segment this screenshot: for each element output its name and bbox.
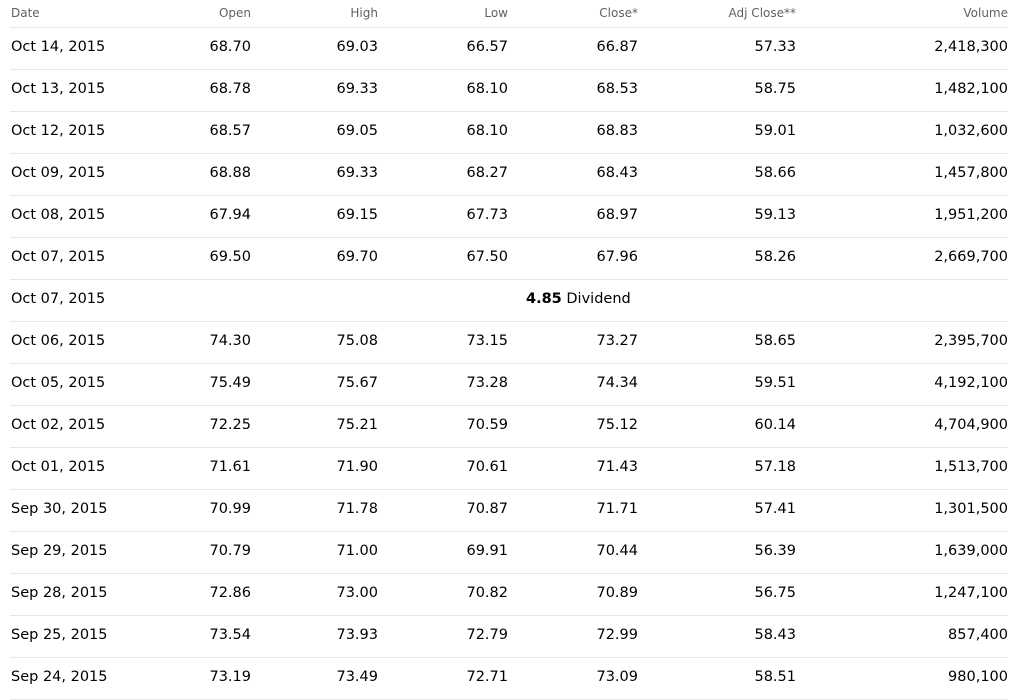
cell-high: 69.05 bbox=[336, 123, 378, 139]
cell-volume: 1,639,000 bbox=[934, 543, 1008, 559]
cell-open: 73.54 bbox=[209, 627, 251, 643]
cell-adj-close: 57.33 bbox=[754, 39, 796, 55]
cell-open: 68.78 bbox=[209, 81, 251, 97]
cell-low: 72.71 bbox=[466, 669, 508, 685]
column-header-adj-close[interactable]: Adj Close** bbox=[728, 6, 796, 20]
cell-low: 70.87 bbox=[466, 501, 508, 517]
cell-volume: 1,951,200 bbox=[934, 207, 1008, 223]
cell-high: 75.67 bbox=[336, 375, 378, 391]
table-row bbox=[10, 406, 1008, 448]
cell-high: 69.15 bbox=[336, 207, 378, 223]
cell-volume: 1,513,700 bbox=[934, 459, 1008, 475]
table-row bbox=[10, 448, 1008, 490]
cell-volume: 2,669,700 bbox=[934, 249, 1008, 265]
cell-high: 69.33 bbox=[336, 165, 378, 181]
cell-adj-close: 58.43 bbox=[754, 627, 796, 643]
table-row bbox=[10, 658, 1008, 700]
cell-low: 68.10 bbox=[466, 81, 508, 97]
table-row bbox=[10, 238, 1008, 280]
cell-adj-close: 59.51 bbox=[754, 375, 796, 391]
cell-date: Oct 09, 2015 bbox=[11, 165, 106, 181]
table-row bbox=[10, 196, 1008, 238]
cell-open: 74.30 bbox=[209, 333, 251, 349]
cell-adj-close: 58.51 bbox=[754, 669, 796, 685]
cell-close: 68.43 bbox=[596, 165, 638, 181]
cell-close: 70.44 bbox=[596, 543, 638, 559]
cell-volume: 1,457,800 bbox=[934, 165, 1008, 181]
cell-high: 71.90 bbox=[336, 459, 378, 475]
dividend-label: Dividend bbox=[566, 291, 631, 307]
cell-close: 66.87 bbox=[596, 39, 638, 55]
cell-date: Sep 28, 2015 bbox=[11, 585, 108, 601]
cell-close: 67.96 bbox=[596, 249, 638, 265]
table-row bbox=[10, 574, 1008, 616]
historical-prices-table bbox=[10, 0, 1008, 700]
cell-volume: 1,247,100 bbox=[934, 585, 1008, 601]
cell-date: Oct 01, 2015 bbox=[11, 459, 106, 475]
cell-volume: 4,704,900 bbox=[934, 417, 1008, 433]
cell-date: Sep 25, 2015 bbox=[11, 627, 108, 643]
cell-close: 68.97 bbox=[596, 207, 638, 223]
cell-open: 73.19 bbox=[209, 669, 251, 685]
cell-volume: 980,100 bbox=[948, 669, 1008, 685]
cell-adj-close: 59.01 bbox=[754, 123, 796, 139]
cell-close: 71.43 bbox=[596, 459, 638, 475]
table-row bbox=[10, 112, 1008, 154]
cell-adj-close: 57.41 bbox=[754, 501, 796, 517]
table-header bbox=[10, 0, 1008, 28]
column-header-open[interactable]: Open bbox=[218, 6, 251, 20]
cell-date: Oct 08, 2015 bbox=[11, 207, 106, 223]
cell-volume: 2,418,300 bbox=[934, 39, 1008, 55]
cell-high: 75.08 bbox=[336, 333, 378, 349]
cell-date: Oct 05, 2015 bbox=[11, 375, 106, 391]
cell-date: Sep 24, 2015 bbox=[11, 669, 108, 685]
cell-open: 68.70 bbox=[209, 39, 251, 55]
dividend-row bbox=[10, 280, 1008, 322]
cell-close: 71.71 bbox=[596, 501, 638, 517]
cell-date: Oct 12, 2015 bbox=[11, 123, 106, 139]
cell-date: Oct 06, 2015 bbox=[11, 333, 106, 349]
table-row bbox=[10, 616, 1008, 658]
cell-high: 73.93 bbox=[336, 627, 378, 643]
cell-volume: 1,482,100 bbox=[934, 81, 1008, 97]
cell-high: 69.33 bbox=[336, 81, 378, 97]
cell-close: 68.83 bbox=[596, 123, 638, 139]
cell-adj-close: 57.18 bbox=[754, 459, 796, 475]
cell-low: 70.61 bbox=[466, 459, 508, 475]
cell-low: 73.15 bbox=[466, 333, 508, 349]
cell-high: 73.00 bbox=[336, 585, 378, 601]
cell-high: 73.49 bbox=[336, 669, 378, 685]
cell-volume: 1,032,600 bbox=[934, 123, 1008, 139]
dividend-info bbox=[526, 291, 631, 307]
column-header-volume[interactable]: Volume bbox=[963, 6, 1008, 20]
table-row bbox=[10, 154, 1008, 196]
cell-low: 73.28 bbox=[466, 375, 508, 391]
table-row bbox=[10, 532, 1008, 574]
cell-close: 68.53 bbox=[596, 81, 638, 97]
cell-low: 68.27 bbox=[466, 165, 508, 181]
cell-volume: 1,301,500 bbox=[934, 501, 1008, 517]
cell-close: 70.89 bbox=[596, 585, 638, 601]
column-header-high[interactable]: High bbox=[350, 6, 378, 20]
cell-high: 71.00 bbox=[336, 543, 378, 559]
column-header-close[interactable]: Close* bbox=[599, 6, 638, 20]
cell-high: 71.78 bbox=[336, 501, 378, 517]
cell-adj-close: 58.65 bbox=[754, 333, 796, 349]
cell-open: 70.99 bbox=[209, 501, 251, 517]
cell-open: 72.86 bbox=[209, 585, 251, 601]
cell-adj-close: 58.26 bbox=[754, 249, 796, 265]
cell-close: 72.99 bbox=[596, 627, 638, 643]
cell-date: Oct 14, 2015 bbox=[11, 39, 106, 55]
cell-adj-close: 56.75 bbox=[754, 585, 796, 601]
cell-low: 67.73 bbox=[466, 207, 508, 223]
table-row bbox=[10, 322, 1008, 364]
cell-date: Oct 07, 2015 bbox=[11, 291, 106, 307]
cell-volume: 857,400 bbox=[948, 627, 1008, 643]
table-row bbox=[10, 28, 1008, 70]
cell-date: Oct 02, 2015 bbox=[11, 417, 106, 433]
cell-open: 75.49 bbox=[209, 375, 251, 391]
table-row bbox=[10, 364, 1008, 406]
cell-open: 67.94 bbox=[209, 207, 251, 223]
column-header-low[interactable]: Low bbox=[484, 6, 508, 20]
cell-open: 69.50 bbox=[209, 249, 251, 265]
cell-close: 73.27 bbox=[596, 333, 638, 349]
cell-close: 74.34 bbox=[596, 375, 638, 391]
column-header-date[interactable]: Date bbox=[11, 6, 40, 20]
cell-volume: 4,192,100 bbox=[934, 375, 1008, 391]
cell-volume: 2,395,700 bbox=[934, 333, 1008, 349]
cell-date: Sep 30, 2015 bbox=[11, 501, 108, 517]
cell-adj-close: 56.39 bbox=[754, 543, 796, 559]
cell-adj-close: 58.75 bbox=[754, 81, 796, 97]
cell-high: 69.03 bbox=[336, 39, 378, 55]
cell-low: 70.59 bbox=[466, 417, 508, 433]
cell-low: 66.57 bbox=[466, 39, 508, 55]
cell-low: 70.82 bbox=[466, 585, 508, 601]
cell-adj-close: 60.14 bbox=[754, 417, 796, 433]
cell-open: 68.88 bbox=[209, 165, 251, 181]
cell-date: Oct 13, 2015 bbox=[11, 81, 106, 97]
cell-low: 68.10 bbox=[466, 123, 508, 139]
cell-adj-close: 59.13 bbox=[754, 207, 796, 223]
cell-date: Oct 07, 2015 bbox=[11, 249, 106, 265]
cell-open: 72.25 bbox=[209, 417, 251, 433]
cell-open: 70.79 bbox=[209, 543, 251, 559]
cell-adj-close: 58.66 bbox=[754, 165, 796, 181]
cell-open: 71.61 bbox=[209, 459, 251, 475]
cell-low: 67.50 bbox=[466, 249, 508, 265]
cell-low: 72.79 bbox=[466, 627, 508, 643]
table-row bbox=[10, 70, 1008, 112]
cell-high: 75.21 bbox=[336, 417, 378, 433]
cell-close: 75.12 bbox=[596, 417, 638, 433]
cell-high: 69.70 bbox=[336, 249, 378, 265]
cell-open: 68.57 bbox=[209, 123, 251, 139]
cell-low: 69.91 bbox=[466, 543, 508, 559]
cell-date: Sep 29, 2015 bbox=[11, 543, 108, 559]
cell-close: 73.09 bbox=[596, 669, 638, 685]
dividend-amount: 4.85 bbox=[526, 291, 562, 307]
table-row bbox=[10, 490, 1008, 532]
